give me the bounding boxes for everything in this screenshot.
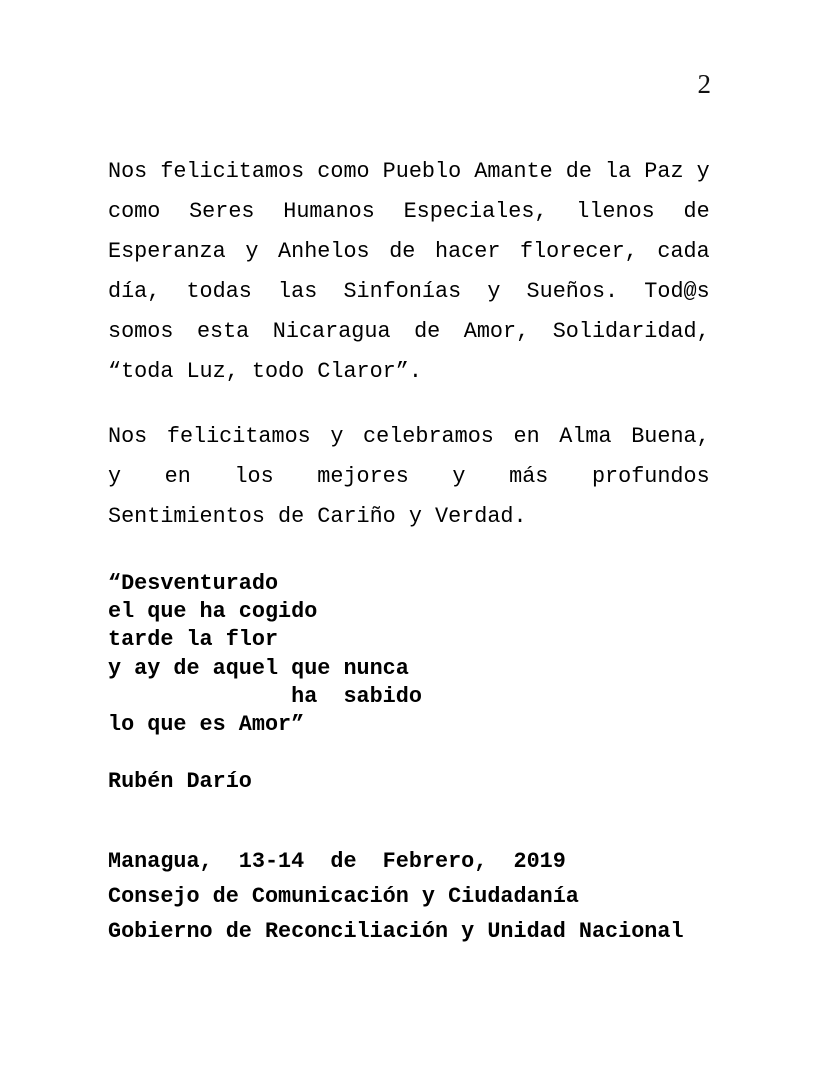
poem-quote — [108, 570, 710, 739]
paragraph-2-line: Sentimientos de Cariño y Verdad. — [108, 504, 527, 529]
text-column — [108, 152, 710, 949]
footer-signature-block — [108, 844, 710, 949]
poem-line: tarde la flor — [108, 627, 279, 653]
footer-location-date: Managua, 13-14 de Febrero, 2019 — [108, 849, 566, 875]
footer-government-name: Gobierno de Reconciliación y Unidad Nacional — [108, 919, 684, 945]
poem-line: “Desventurado — [108, 571, 279, 596]
paragraph-1-line: Esperanza y Anhelos de hacer florecer, cada — [108, 239, 710, 264]
poem-line: lo que es Amor” — [108, 712, 305, 738]
paragraph-1-line: Nos felicitamos como Pueblo Amante de la Paz y — [108, 159, 710, 184]
footer-council-name: Consejo de Comunicación y Ciudadanía — [108, 884, 579, 910]
poem-line: y ay de aquel que nunca — [108, 655, 409, 681]
poem-line: el que ha cogido — [108, 599, 318, 625]
page-number: 2 — [697, 69, 711, 99]
poem-author: Rubén Darío — [108, 769, 252, 795]
paragraph-2-line: y en los mejores y más profundos — [108, 464, 710, 489]
paragraph-1-line: “toda Luz, todo Claror”. — [108, 359, 422, 384]
paragraph-1-line: somos esta Nicaragua de Amor, Solidaridad, — [108, 319, 710, 344]
paragraph-2-line: Nos felicitamos y celebramos en Alma Buena, — [108, 424, 710, 449]
poem-line: ha sabido — [108, 683, 422, 709]
paragraph-1-line: como Seres Humanos Especiales, llenos de — [108, 199, 710, 224]
paragraph-2 — [108, 417, 710, 537]
paragraph-1 — [108, 152, 710, 392]
paragraph-1-line: día, todas las Sinfonías y Sueños. Tod@s — [108, 279, 710, 304]
